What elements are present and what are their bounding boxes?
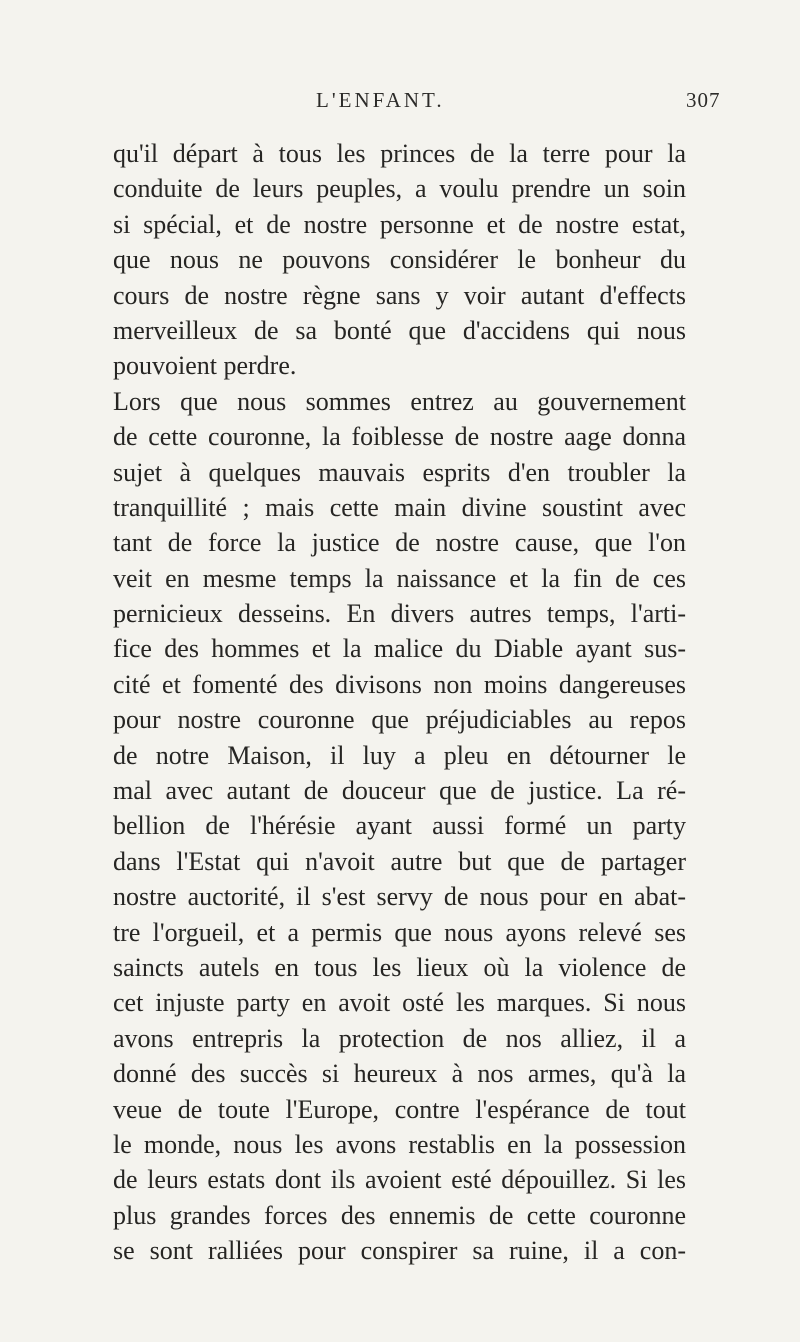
text-line: nostre auctorité, il s'est servy de nous pour en abat-: [113, 882, 686, 912]
text-line: dans l'Estat qui n'avoit autre but que de partager: [113, 846, 686, 876]
text-line: qu'il départ à tous les princes de la terre pour la: [113, 139, 686, 168]
text-line: Lors que nous sommes entrez au gouvernement: [113, 386, 686, 416]
text-line: pernicieux desseins. En divers autres temps, l'arti-: [113, 599, 686, 629]
text-line: fice des hommes et la malice du Diable ayant sus-: [113, 634, 686, 664]
page-number: 307: [686, 88, 721, 112]
text-line: donné des succès si heureux à nos armes, qu'à la: [113, 1059, 686, 1089]
text-line: veit en mesme temps la naissance et la fin de ces: [113, 563, 686, 593]
text-line: cet injuste party en avoit osté les marques. Si nous: [113, 988, 686, 1018]
text-line: mal avec autant de douceur que de justice. La ré-: [113, 776, 686, 806]
text-line: le monde, nous les avons restablis en la possession: [113, 1129, 686, 1159]
text-line: tranquillité ; mais cette main divine soustint avec: [113, 492, 686, 522]
text-line: pouvoient perdre.: [113, 351, 297, 381]
text-line: merveilleux de sa bonté que d'accidens qui nous: [113, 315, 686, 345]
text-line: tre l'orgueil, et a permis que nous ayons relevé ses: [113, 917, 686, 947]
text-line: bellion de l'hérésie ayant aussi formé un party: [113, 811, 686, 841]
text-line: pour nostre couronne que préjudiciables au repos: [113, 705, 686, 735]
text-line: conduite de leurs peuples, a voulu prendre un soin: [113, 174, 686, 204]
text-line: que nous ne pouvons considérer le bonheur du: [113, 245, 686, 275]
text-line: sujet à quelques mauvais esprits d'en troubler la: [113, 457, 686, 487]
text-line: plus grandes forces des ennemis de cette couronne: [113, 1200, 686, 1230]
running-header: [0, 88, 800, 118]
text-line: se sont ralliées pour conspirer sa ruine, il a con-: [113, 1236, 686, 1266]
running-title: L'ENFANT.: [316, 88, 445, 112]
body-text: [113, 136, 686, 1269]
text-line: veue de toute l'Europe, contre l'espérance de tout: [113, 1094, 686, 1124]
text-line: de notre Maison, il luy a pleu en détourner le: [113, 740, 686, 770]
text-line: saincts autels en tous les lieux où la violence de: [113, 952, 686, 982]
text-line: cours de nostre règne sans y voir autant d'effects: [113, 280, 686, 310]
text-line: avons entrepris la protection de nos alliez, il a: [113, 1023, 686, 1053]
text-line: si spécial, et de nostre personne et de nostre estat,: [113, 209, 686, 239]
text-line: de cette couronne, la foiblesse de nostre aage donna: [113, 422, 686, 452]
text-line: tant de force la justice de nostre cause, que l'on: [113, 528, 686, 558]
text-line: cité et fomenté des divisons non moins dangereuses: [113, 669, 686, 699]
text-line: de leurs estats dont ils avoient esté dépouillez. Si les: [113, 1165, 686, 1195]
